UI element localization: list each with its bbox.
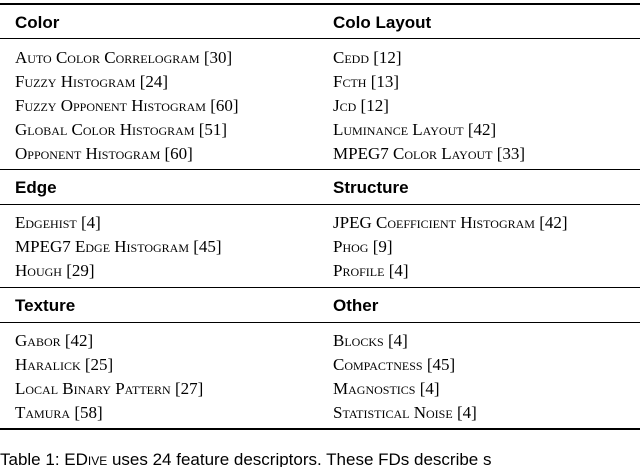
descriptor-item: Compactness [45] xyxy=(333,355,456,374)
descriptor-item: Local Binary Pattern [27] xyxy=(15,379,204,398)
section-rule xyxy=(0,169,640,170)
descriptor-item: Hough [29] xyxy=(15,261,95,280)
table-caption: Table 1: EDive uses 24 feature descriptors. These FDs describe s xyxy=(0,450,492,467)
descriptor-item: MPEG7 Color Layout [33] xyxy=(333,144,526,163)
descriptor-item: Fcth [13] xyxy=(333,72,400,91)
section-heading-structure: Structure xyxy=(333,178,409,197)
descriptor-item: Statistical Noise [4] xyxy=(333,403,477,422)
section-heading-edge: Edge xyxy=(15,178,57,197)
section-rule xyxy=(0,287,640,288)
descriptor-item: Tamura [58] xyxy=(15,403,103,422)
section-heading-other: Other xyxy=(333,296,379,315)
descriptor-item: MPEG7 Edge Histogram [45] xyxy=(15,237,222,256)
descriptor-item: Opponent Histogram [60] xyxy=(15,144,193,163)
descriptor-item: Edgehist [4] xyxy=(15,213,101,232)
section-heading-color: Color xyxy=(15,13,60,32)
descriptor-item: Haralick [25] xyxy=(15,355,114,374)
table-top-rule xyxy=(0,3,640,5)
section-rule xyxy=(0,38,640,39)
descriptor-item: Auto Color Correlogram [30] xyxy=(15,48,233,67)
descriptor-item: Magnostics [4] xyxy=(333,379,440,398)
descriptor-item: Cedd [12] xyxy=(333,48,402,67)
descriptor-item: Fuzzy Histogram [24] xyxy=(15,72,169,91)
table-bottom-rule xyxy=(0,428,640,430)
descriptor-item: Profile [4] xyxy=(333,261,409,280)
section-rule xyxy=(0,322,640,323)
descriptor-item: Luminance Layout [42] xyxy=(333,120,497,139)
descriptor-item: JPEG Coefficient Histogram [42] xyxy=(333,213,568,232)
section-heading-texture: Texture xyxy=(15,296,76,315)
descriptor-item: Blocks [4] xyxy=(333,331,408,350)
descriptor-item: Jcd [12] xyxy=(333,96,389,115)
descriptor-item: Gabor [42] xyxy=(15,331,94,350)
section-rule xyxy=(0,204,640,205)
descriptor-item: Phog [9] xyxy=(333,237,393,256)
descriptor-item: Fuzzy Opponent Histogram [60] xyxy=(15,96,239,115)
descriptor-item: Global Color Histogram [51] xyxy=(15,120,228,139)
section-heading-color-layout: Colo Layout xyxy=(333,13,432,32)
